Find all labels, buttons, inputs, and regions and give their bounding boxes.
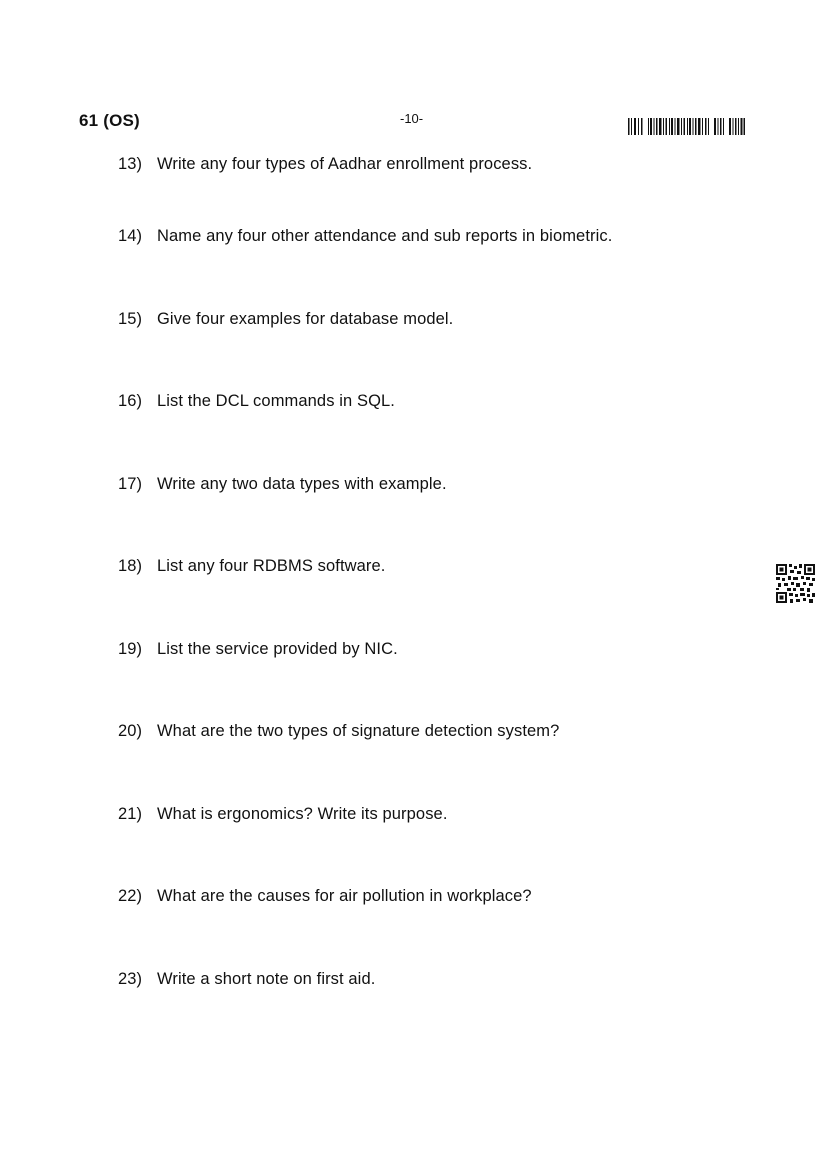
question-21: [118, 805, 448, 824]
question-text: List any four RDBMS software.: [157, 557, 386, 575]
qr-code-icon: [776, 564, 815, 603]
question-text: List the service provided by NIC.: [157, 640, 398, 658]
paper-code: 61 (OS): [79, 111, 140, 130]
question-text: Give four examples for database model.: [157, 310, 454, 328]
question-number: 20): [118, 722, 143, 740]
question-text: What are the causes for air pollution in workplace?: [157, 887, 532, 905]
question-number: 15): [118, 310, 143, 328]
question-number: 19): [118, 640, 143, 658]
page-number: -10-: [400, 111, 424, 126]
question-13: [118, 155, 532, 174]
question-text: List the DCL commands in SQL.: [157, 392, 395, 410]
question-19: [118, 640, 398, 659]
question-number: 22): [118, 887, 143, 905]
question-number: 14): [118, 227, 143, 245]
question-number: 21): [118, 805, 143, 823]
question-number: 23): [118, 970, 143, 988]
question-22: [118, 887, 532, 906]
question-number: 17): [118, 475, 143, 493]
question-16: [118, 392, 395, 411]
question-text: What is ergonomics? Write its purpose.: [157, 805, 448, 823]
question-text: Name any four other attendance and sub reports in biometric.: [157, 227, 613, 245]
question-text: What are the two types of signature detection system?: [157, 722, 560, 740]
question-text: Write a short note on first aid.: [157, 970, 376, 988]
question-14: [118, 227, 612, 246]
question-text: Write any two data types with example.: [157, 475, 447, 493]
question-number: 16): [118, 392, 143, 410]
question-15: [118, 310, 453, 329]
question-text: Write any four types of Aadhar enrollment process.: [157, 155, 533, 173]
question-20: [118, 722, 559, 741]
barcode-icon: [628, 118, 745, 135]
question-17: [118, 475, 447, 494]
question-23: [118, 970, 375, 989]
question-18: [118, 557, 385, 576]
question-number: 13): [118, 155, 143, 173]
question-number: 18): [118, 557, 143, 575]
